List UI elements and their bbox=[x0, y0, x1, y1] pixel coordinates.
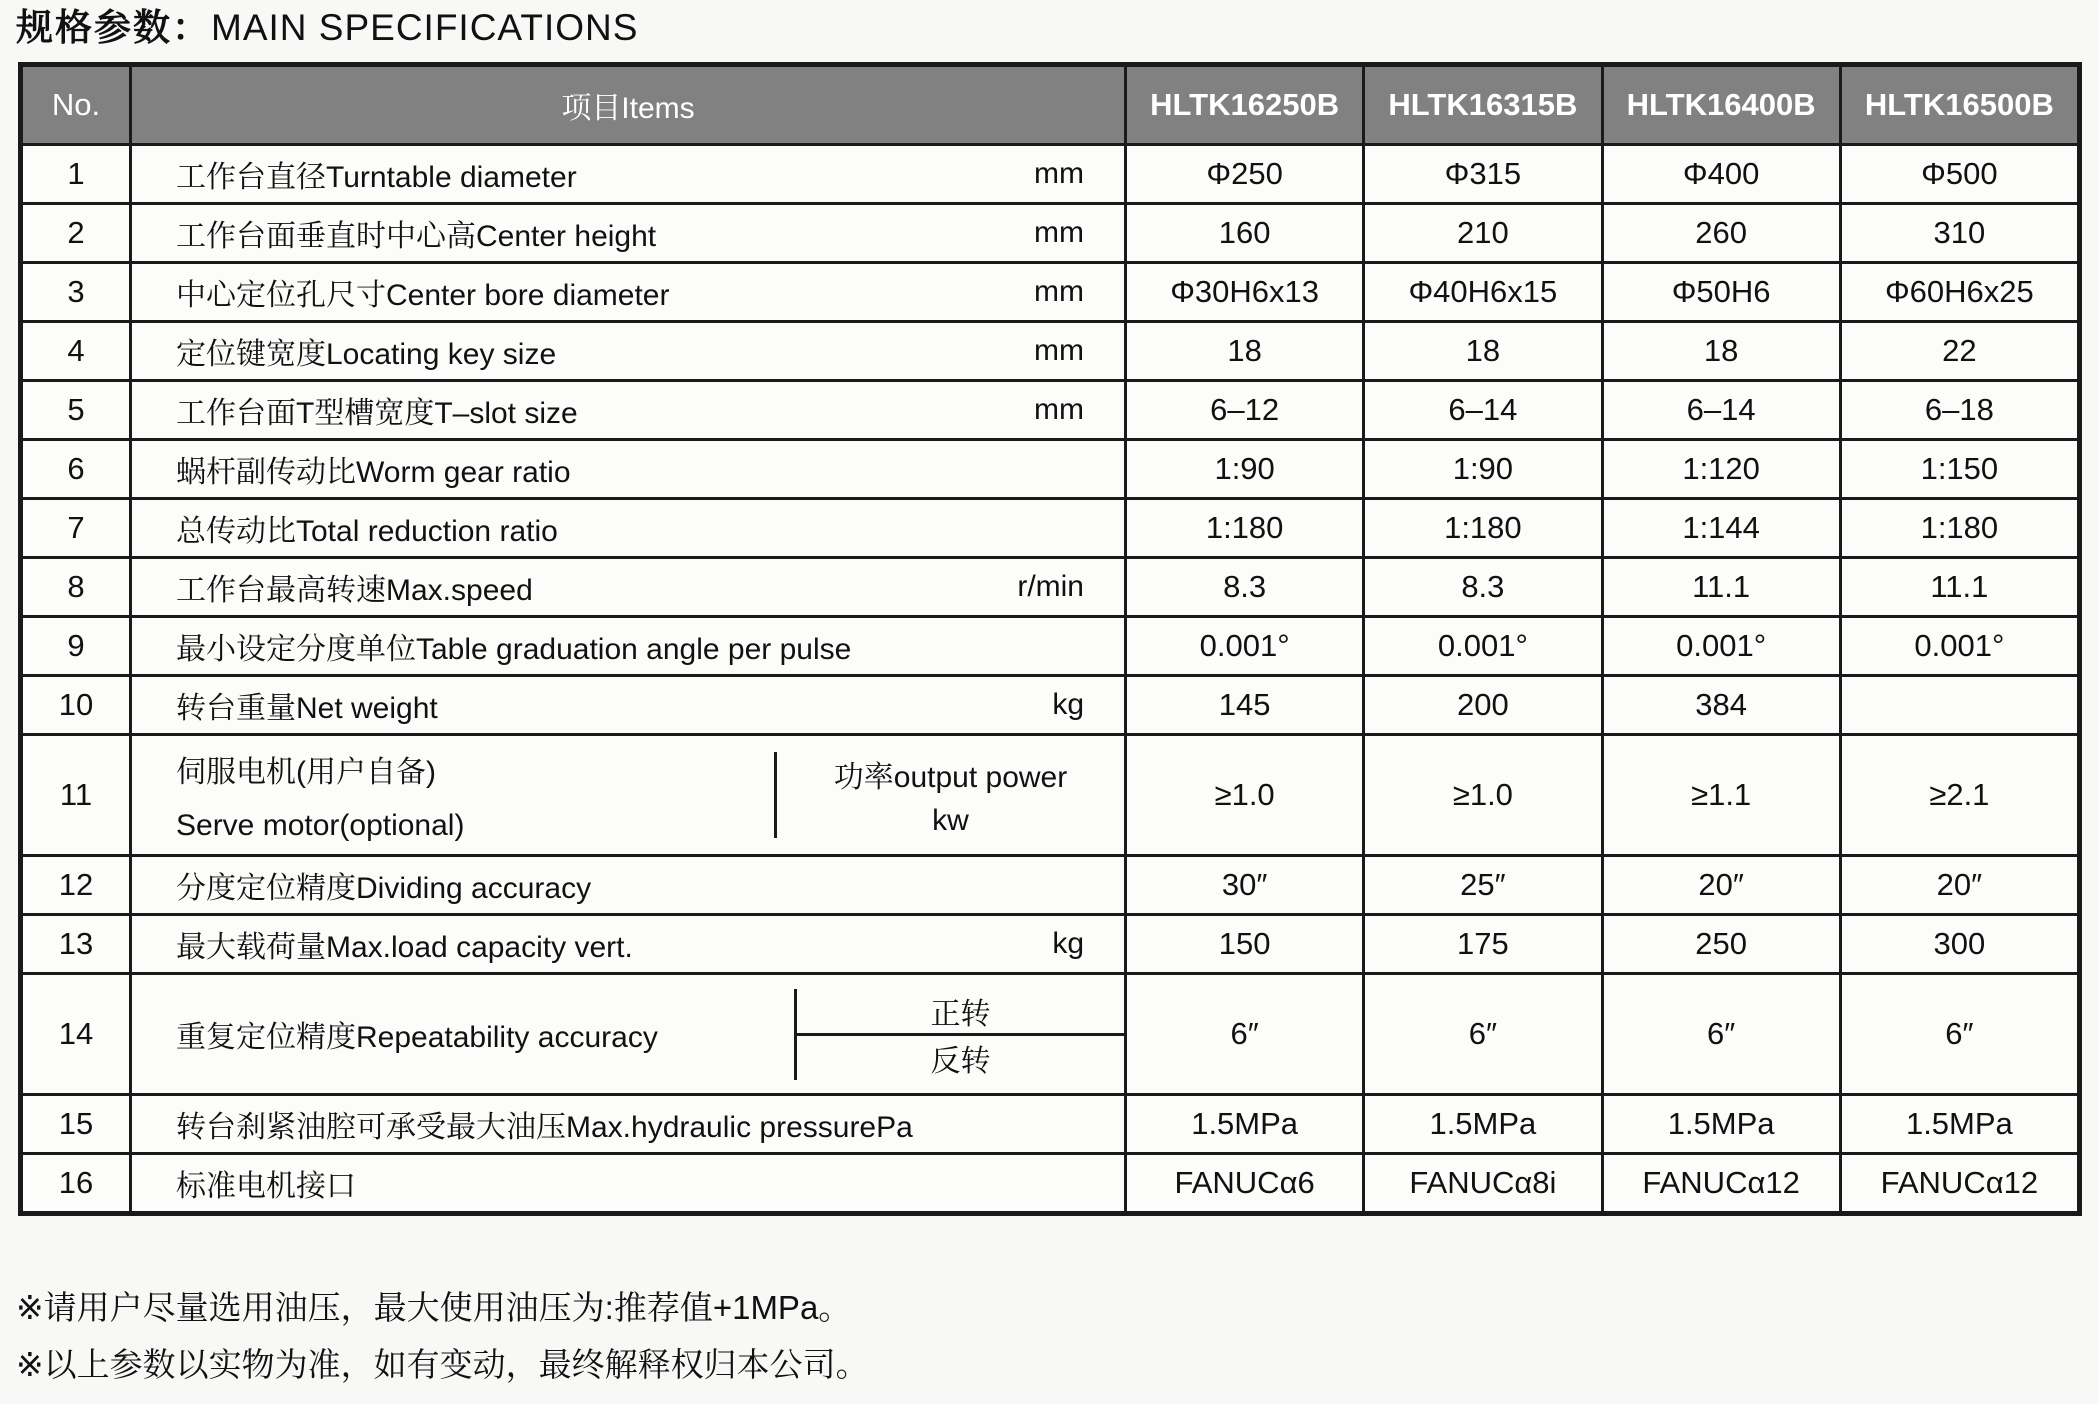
specifications-table bbox=[18, 62, 2082, 1216]
value-cell: 6–14 bbox=[1362, 382, 1600, 438]
sub-cell-option: 正转 bbox=[930, 997, 991, 1031]
table-row bbox=[23, 854, 2077, 913]
item-cell bbox=[129, 146, 1124, 202]
row-number: 15 bbox=[58, 1106, 94, 1141]
item-label bbox=[132, 747, 774, 843]
value-cell: Φ50H6 bbox=[1601, 264, 1839, 320]
value-cell: 6″ bbox=[1601, 975, 1839, 1093]
value-cell: 20″ bbox=[1839, 857, 2077, 913]
value-cell: 6–12 bbox=[1124, 382, 1362, 438]
value-cell: ≥1.1 bbox=[1601, 736, 1839, 854]
item-cell bbox=[129, 677, 1124, 733]
value-cell: 310 bbox=[1839, 205, 2077, 261]
value-cell: 0.001° bbox=[1601, 618, 1839, 674]
value-cell: 1.5MPa bbox=[1601, 1096, 1839, 1152]
value-cell: 250 bbox=[1601, 916, 1839, 972]
row-number: 3 bbox=[67, 274, 85, 309]
header-model: HLTK16315B bbox=[1362, 67, 1600, 143]
table-header-row bbox=[23, 67, 2077, 143]
row-number: 4 bbox=[67, 333, 85, 368]
item-label: 中心定位孔尺寸Center bore diameter bbox=[176, 279, 670, 312]
item-label: 工作台面T型槽宽度T–slot size bbox=[176, 397, 578, 430]
value-cell: ≥1.0 bbox=[1362, 736, 1600, 854]
value-cell: 18 bbox=[1124, 323, 1362, 379]
value-cell: 145 bbox=[1124, 677, 1362, 733]
unit-label: mm bbox=[1034, 157, 1084, 190]
value-cell: FANUCα8i bbox=[1362, 1155, 1600, 1211]
unit-label: kg bbox=[1052, 927, 1084, 960]
item-cell bbox=[129, 857, 1124, 913]
value-cell: Φ250 bbox=[1124, 146, 1362, 202]
value-cell: 8.3 bbox=[1124, 559, 1362, 615]
value-cell: 8.3 bbox=[1362, 559, 1600, 615]
table-row bbox=[23, 438, 2077, 497]
table-row bbox=[23, 733, 2077, 854]
value-cell: 1.5MPa bbox=[1362, 1096, 1600, 1152]
row-number: 11 bbox=[59, 777, 93, 812]
value-cell: Φ30H6x13 bbox=[1124, 264, 1362, 320]
sub-cell-option: 反转 bbox=[797, 1033, 1124, 1080]
value-cell: 1:90 bbox=[1362, 441, 1600, 497]
sub-cell-line: 功率output power bbox=[833, 761, 1068, 794]
table-row bbox=[23, 972, 2077, 1093]
unit-label: kg bbox=[1052, 688, 1084, 721]
header-no: No. bbox=[51, 87, 101, 122]
value-cell bbox=[1839, 677, 2077, 733]
item-label: 定位键宽度Locating key size bbox=[176, 338, 557, 371]
item-cell bbox=[129, 323, 1124, 379]
value-cell: 25″ bbox=[1362, 857, 1600, 913]
value-cell: 1:120 bbox=[1601, 441, 1839, 497]
value-cell: 260 bbox=[1601, 205, 1839, 261]
header-model: HLTK16400B bbox=[1601, 67, 1839, 143]
value-cell: Φ400 bbox=[1601, 146, 1839, 202]
header-items: 项目Items bbox=[129, 67, 1124, 143]
item-label: 转台刹紧油腔可承受最大油压Max.hydraulic pressurePa bbox=[176, 1111, 913, 1144]
sub-cell-line: kw bbox=[932, 804, 969, 837]
item-label: 工作台面垂直时中心高Center height bbox=[176, 220, 657, 253]
item-sub-cell bbox=[794, 989, 1124, 1080]
table-row bbox=[23, 1152, 2077, 1211]
item-label: 最小设定分度单位Table graduation angle per pulse bbox=[176, 633, 852, 666]
value-cell: FANUCα12 bbox=[1839, 1155, 2077, 1211]
item-cell bbox=[129, 1155, 1124, 1211]
value-cell: 1:180 bbox=[1839, 500, 2077, 556]
item-cell bbox=[129, 736, 1124, 854]
row-number: 8 bbox=[67, 569, 85, 604]
table-row bbox=[23, 615, 2077, 674]
table-row bbox=[23, 261, 2077, 320]
page-title bbox=[16, 4, 638, 52]
item-label bbox=[132, 1012, 794, 1056]
value-cell: 1.5MPa bbox=[1124, 1096, 1362, 1152]
value-cell: 11.1 bbox=[1601, 559, 1839, 615]
unit-label: mm bbox=[1034, 334, 1084, 367]
header-model: HLTK16250B bbox=[1124, 67, 1362, 143]
item-cell bbox=[129, 618, 1124, 674]
item-label: 标准电机接口 bbox=[176, 1170, 356, 1203]
value-cell: 1.5MPa bbox=[1839, 1096, 2077, 1152]
item-label: 最大载荷量Max.load capacity vert. bbox=[176, 931, 633, 964]
value-cell: 0.001° bbox=[1839, 618, 2077, 674]
unit-label: mm bbox=[1034, 393, 1084, 426]
row-number: 1 bbox=[67, 156, 85, 191]
item-label-line: 伺服电机(用户自备) bbox=[176, 756, 436, 789]
row-number: 5 bbox=[67, 392, 85, 427]
item-label: 工作台最高转速Max.speed bbox=[176, 574, 533, 607]
row-number: 13 bbox=[58, 926, 94, 961]
value-cell: 150 bbox=[1124, 916, 1362, 972]
value-cell: 6″ bbox=[1124, 975, 1362, 1093]
item-label-line: Serve motor(optional) bbox=[176, 809, 465, 842]
value-cell: 1:180 bbox=[1362, 500, 1600, 556]
item-cell bbox=[129, 205, 1124, 261]
value-cell: Φ60H6x25 bbox=[1839, 264, 2077, 320]
value-cell: FANUCα6 bbox=[1124, 1155, 1362, 1211]
row-number: 9 bbox=[67, 628, 85, 663]
footnotes bbox=[16, 1288, 869, 1385]
value-cell: 20″ bbox=[1601, 857, 1839, 913]
item-label: 蜗杆副传动比Worm gear ratio bbox=[176, 456, 571, 489]
value-cell: Φ315 bbox=[1362, 146, 1600, 202]
value-cell: 6–18 bbox=[1839, 382, 2077, 438]
item-cell bbox=[129, 500, 1124, 556]
value-cell: 0.001° bbox=[1362, 618, 1600, 674]
value-cell: 300 bbox=[1839, 916, 2077, 972]
value-cell: 0.001° bbox=[1124, 618, 1362, 674]
footnote-disclaimer: ※以上参数以实物为准，如有变动，最终解释权归本公司。 bbox=[16, 1346, 869, 1383]
table-row bbox=[23, 320, 2077, 379]
value-cell: ≥2.1 bbox=[1839, 736, 2077, 854]
value-cell: 175 bbox=[1362, 916, 1600, 972]
value-cell: 6″ bbox=[1839, 975, 2077, 1093]
value-cell: 18 bbox=[1362, 323, 1600, 379]
row-number: 7 bbox=[67, 510, 85, 545]
value-cell: Φ500 bbox=[1839, 146, 2077, 202]
item-cell bbox=[129, 559, 1124, 615]
table-row bbox=[23, 913, 2077, 972]
row-number: 2 bbox=[67, 215, 85, 250]
item-cell bbox=[129, 264, 1124, 320]
table-row bbox=[23, 202, 2077, 261]
table-row bbox=[23, 556, 2077, 615]
value-cell: 200 bbox=[1362, 677, 1600, 733]
value-cell: 22 bbox=[1839, 323, 2077, 379]
table-row bbox=[23, 674, 2077, 733]
row-number: 6 bbox=[67, 451, 85, 486]
item-label: 总传动比Total reduction ratio bbox=[176, 515, 558, 548]
value-cell: 18 bbox=[1601, 323, 1839, 379]
page-title-chinese: 规格参数： bbox=[16, 7, 211, 48]
item-label: 工作台直径Turntable diameter bbox=[176, 161, 577, 194]
row-number: 12 bbox=[58, 867, 94, 902]
value-cell: 210 bbox=[1362, 205, 1600, 261]
value-cell: 160 bbox=[1124, 205, 1362, 261]
value-cell: 1:180 bbox=[1124, 500, 1362, 556]
unit-label: mm bbox=[1034, 275, 1084, 308]
row-number: 10 bbox=[58, 687, 94, 722]
header-model: HLTK16500B bbox=[1839, 67, 2077, 143]
table-row bbox=[23, 143, 2077, 202]
value-cell: ≥1.0 bbox=[1124, 736, 1362, 854]
value-cell: 1:150 bbox=[1839, 441, 2077, 497]
page-title-english: MAIN SPECIFICATIONS bbox=[211, 7, 639, 48]
item-cell bbox=[129, 975, 1124, 1093]
value-cell: Φ40H6x15 bbox=[1362, 264, 1600, 320]
item-cell bbox=[129, 441, 1124, 497]
unit-label: r/min bbox=[1017, 570, 1084, 603]
row-number: 16 bbox=[58, 1165, 94, 1200]
table-row bbox=[23, 1093, 2077, 1152]
value-cell: 11.1 bbox=[1839, 559, 2077, 615]
item-cell bbox=[129, 1096, 1124, 1152]
value-cell: 384 bbox=[1601, 677, 1839, 733]
item-cell bbox=[129, 916, 1124, 972]
table-row bbox=[23, 497, 2077, 556]
footnote-oil-pressure: ※请用户尽量选用油压，最大使用油压为:推荐值+1MPa。 bbox=[16, 1289, 852, 1326]
item-label: 分度定位精度Dividing accuracy bbox=[176, 872, 592, 905]
row-number: 14 bbox=[58, 1016, 94, 1051]
value-cell: 6–14 bbox=[1601, 382, 1839, 438]
value-cell: 1:90 bbox=[1124, 441, 1362, 497]
item-sub-cell bbox=[774, 752, 1124, 838]
item-cell bbox=[129, 382, 1124, 438]
value-cell: 1:144 bbox=[1601, 500, 1839, 556]
item-label-line: 重复定位精度Repeatability accuracy bbox=[176, 1021, 658, 1054]
unit-label: mm bbox=[1034, 216, 1084, 249]
table-row bbox=[23, 379, 2077, 438]
item-label: 转台重量Net weight bbox=[176, 692, 438, 725]
value-cell: 30″ bbox=[1124, 857, 1362, 913]
value-cell: 6″ bbox=[1362, 975, 1600, 1093]
value-cell: FANUCα12 bbox=[1601, 1155, 1839, 1211]
